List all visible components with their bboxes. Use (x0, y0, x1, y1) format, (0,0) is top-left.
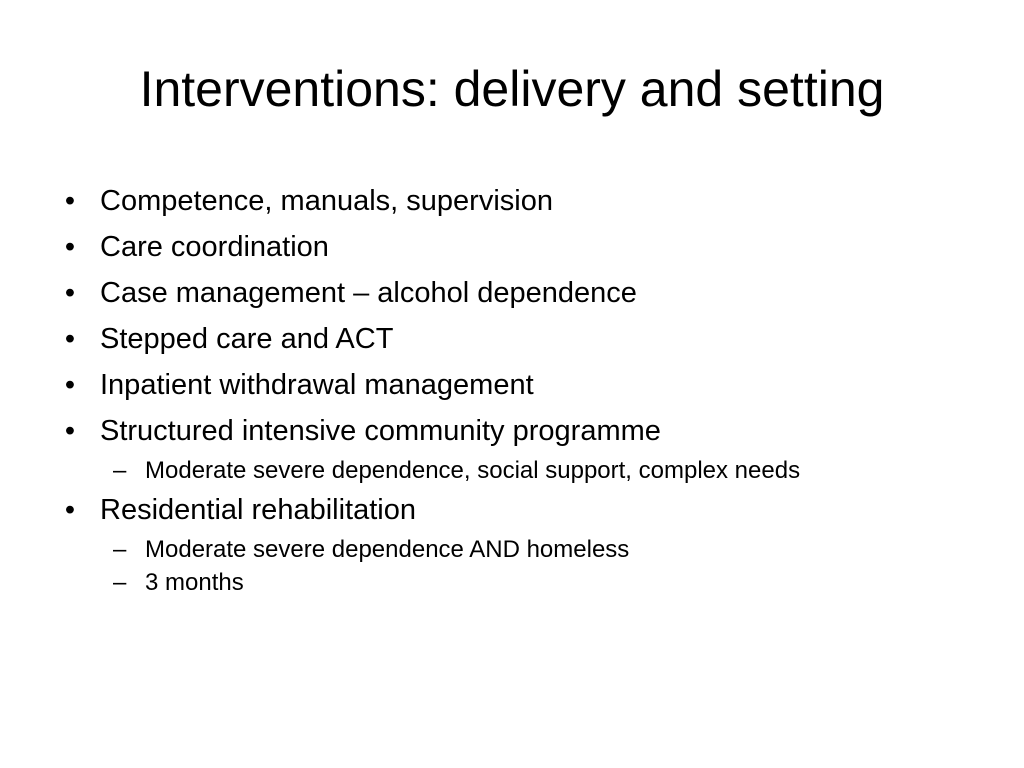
bullet-marker: • (64, 415, 76, 447)
bullet-item (60, 362, 940, 408)
bullet-text: Care coordination (100, 231, 329, 263)
sub-bullet-item (60, 566, 940, 599)
bullet-item (60, 270, 940, 316)
bullet-item (60, 408, 940, 454)
bullet-text: Residential rehabilitation (100, 494, 416, 526)
bullet-text: Structured intensive community programme (100, 415, 661, 447)
bullet-item (60, 316, 940, 362)
sub-bullet-text: Moderate severe dependence, social support, complex needs (145, 457, 801, 484)
sub-bullet-item (60, 454, 940, 487)
bullet-marker: • (64, 323, 76, 355)
bullet-list (60, 178, 940, 599)
slide-title: Interventions: delivery and setting (139, 61, 885, 117)
sub-bullet-text: 3 months (145, 569, 244, 596)
sub-bullet-text: Moderate severe dependence AND homeless (145, 536, 630, 563)
sub-bullet-marker: – (113, 457, 127, 484)
bullet-marker: • (64, 494, 76, 526)
bullet-text: Case management – alcohol dependence (100, 277, 637, 309)
sub-bullet-marker: – (113, 536, 127, 563)
bullet-marker: • (64, 185, 76, 217)
bullet-item (60, 487, 940, 533)
bullet-marker: • (64, 369, 76, 401)
bullet-marker: • (64, 277, 76, 309)
sub-bullet-marker: – (113, 569, 127, 596)
bullet-text: Inpatient withdrawal management (100, 369, 534, 401)
bullet-marker: • (64, 231, 76, 263)
bullet-text: Competence, manuals, supervision (100, 185, 553, 217)
bullet-item (60, 224, 940, 270)
bullet-item (60, 178, 940, 224)
sub-bullet-item (60, 533, 940, 566)
bullet-text: Stepped care and ACT (100, 323, 394, 355)
